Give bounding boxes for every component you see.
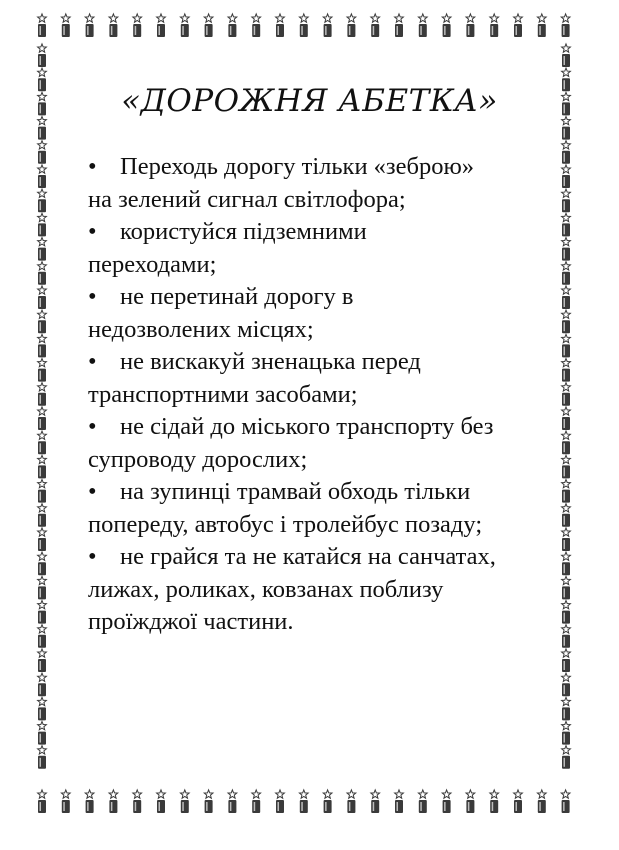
bullet-marker: • bbox=[88, 478, 97, 505]
candle-with-star-icon bbox=[514, 790, 523, 813]
candle-with-star-icon bbox=[38, 359, 47, 382]
candle-with-star-icon bbox=[38, 790, 47, 813]
bullet-marker: • bbox=[88, 218, 97, 245]
candle-with-star-icon bbox=[323, 790, 332, 813]
candle-with-star-icon bbox=[38, 407, 47, 430]
candle-with-star-icon bbox=[204, 790, 213, 813]
candle-with-star-icon bbox=[347, 14, 356, 37]
rule-text: не вискакуй зненацька перед транспортними засобами; bbox=[88, 348, 421, 408]
candle-with-star-icon bbox=[371, 14, 380, 37]
candle-with-star-icon bbox=[228, 790, 237, 813]
candle-with-star-icon bbox=[562, 117, 571, 140]
rule-text: користуйся підземними переходами; bbox=[88, 218, 367, 278]
candle-with-star-icon bbox=[38, 576, 47, 599]
candle-with-star-icon bbox=[299, 790, 308, 813]
candle-with-star-icon bbox=[38, 649, 47, 672]
candle-with-star-icon bbox=[514, 14, 523, 37]
candle-with-star-icon bbox=[38, 625, 47, 648]
candle-with-star-icon bbox=[38, 14, 47, 37]
candle-with-star-icon bbox=[466, 14, 475, 37]
candle-with-star-icon bbox=[38, 601, 47, 624]
candle-with-star-icon bbox=[252, 14, 261, 37]
rule-text: не грайся та не катайся на санчатах, лижах, роликах, ковзанах поблизу проїжджої частини. bbox=[88, 543, 496, 635]
candle-with-star-icon bbox=[442, 790, 451, 813]
rule-text: не сідай до міського транспорту без супроводу дорослих; bbox=[88, 413, 494, 473]
candle-with-star-icon bbox=[61, 14, 70, 37]
rule-item bbox=[88, 476, 568, 541]
candle-with-star-icon bbox=[347, 790, 356, 813]
candle-with-star-icon bbox=[562, 649, 571, 672]
poster-title: «ДОРОЖНЯ АБЕТКА» bbox=[121, 83, 498, 119]
candle-with-star-icon bbox=[38, 310, 47, 333]
candle-with-star-icon bbox=[371, 790, 380, 813]
candle-with-star-icon bbox=[562, 746, 571, 769]
candle-with-star-icon bbox=[38, 431, 47, 454]
candle-with-star-icon bbox=[38, 213, 47, 236]
candle-with-star-icon bbox=[442, 14, 451, 37]
candle-with-star-icon bbox=[252, 790, 261, 813]
candle-with-star-icon bbox=[38, 44, 47, 67]
candle-with-star-icon bbox=[323, 14, 332, 37]
candle-with-star-icon bbox=[395, 790, 404, 813]
candle-with-star-icon bbox=[38, 165, 47, 188]
bullet-marker: • bbox=[88, 348, 97, 375]
candle-with-star-icon bbox=[109, 14, 118, 37]
candle-with-star-icon bbox=[418, 14, 427, 37]
bullet-marker: • bbox=[88, 153, 97, 180]
rule-item bbox=[88, 541, 568, 639]
candle-with-star-icon bbox=[109, 790, 118, 813]
candle-with-star-icon bbox=[38, 262, 47, 285]
candle-with-star-icon bbox=[299, 14, 308, 37]
rule-item bbox=[88, 411, 568, 476]
candle-with-star-icon bbox=[180, 790, 189, 813]
candle-with-star-icon bbox=[562, 697, 571, 720]
candle-with-star-icon bbox=[157, 14, 166, 37]
candle-with-star-icon bbox=[38, 141, 47, 164]
candle-with-star-icon bbox=[490, 14, 499, 37]
candle-with-star-icon bbox=[133, 14, 142, 37]
candle-with-star-icon bbox=[395, 14, 404, 37]
rule-item bbox=[88, 281, 568, 346]
candle-with-star-icon bbox=[562, 673, 571, 696]
candle-with-star-icon bbox=[38, 697, 47, 720]
rule-text: на зупинці трамвай обходь тільки попереду, автобус і тролейбус позаду; bbox=[88, 478, 483, 538]
candle-with-star-icon bbox=[276, 14, 285, 37]
candle-with-star-icon bbox=[61, 790, 70, 813]
candle-with-star-icon bbox=[228, 14, 237, 37]
candle-with-star-icon bbox=[38, 455, 47, 478]
candle-with-star-icon bbox=[38, 189, 47, 212]
candle-with-star-icon bbox=[204, 14, 213, 37]
bullet-marker: • bbox=[88, 543, 97, 570]
rules-list bbox=[88, 151, 568, 639]
candle-with-star-icon bbox=[38, 334, 47, 357]
candle-with-star-icon bbox=[38, 238, 47, 261]
candle-with-star-icon bbox=[490, 790, 499, 813]
candle-with-star-icon bbox=[133, 790, 142, 813]
candle-with-star-icon bbox=[180, 14, 189, 37]
candle-with-star-icon bbox=[38, 528, 47, 551]
candle-with-star-icon bbox=[38, 480, 47, 503]
candle-with-star-icon bbox=[38, 746, 47, 769]
candle-with-star-icon bbox=[561, 14, 570, 37]
candle-with-star-icon bbox=[537, 14, 546, 37]
rule-item bbox=[88, 151, 568, 216]
bullet-marker: • bbox=[88, 283, 97, 310]
candle-with-star-icon bbox=[562, 44, 571, 67]
rule-text: не перетинай дорогу в недозволених місцях; bbox=[88, 283, 354, 343]
candle-with-star-icon bbox=[38, 383, 47, 406]
candle-with-star-icon bbox=[38, 504, 47, 527]
candle-with-star-icon bbox=[38, 286, 47, 309]
bullet-marker: • bbox=[88, 413, 97, 440]
rule-item bbox=[88, 346, 568, 411]
rule-text: Переходь дорогу тільки «зеброю» на зелений сигнал світлофора; bbox=[88, 153, 475, 213]
candle-with-star-icon bbox=[418, 790, 427, 813]
candle-with-star-icon bbox=[38, 552, 47, 575]
candle-with-star-icon bbox=[38, 673, 47, 696]
candle-with-star-icon bbox=[38, 722, 47, 745]
candle-with-star-icon bbox=[466, 790, 475, 813]
candle-with-star-icon bbox=[537, 790, 546, 813]
candle-with-star-icon bbox=[562, 722, 571, 745]
candle-with-star-icon bbox=[38, 117, 47, 140]
candle-with-star-icon bbox=[85, 14, 94, 37]
candle-with-star-icon bbox=[276, 790, 285, 813]
rule-item bbox=[88, 216, 568, 281]
candle-with-star-icon bbox=[561, 790, 570, 813]
candle-with-star-icon bbox=[157, 790, 166, 813]
candle-with-star-icon bbox=[85, 790, 94, 813]
